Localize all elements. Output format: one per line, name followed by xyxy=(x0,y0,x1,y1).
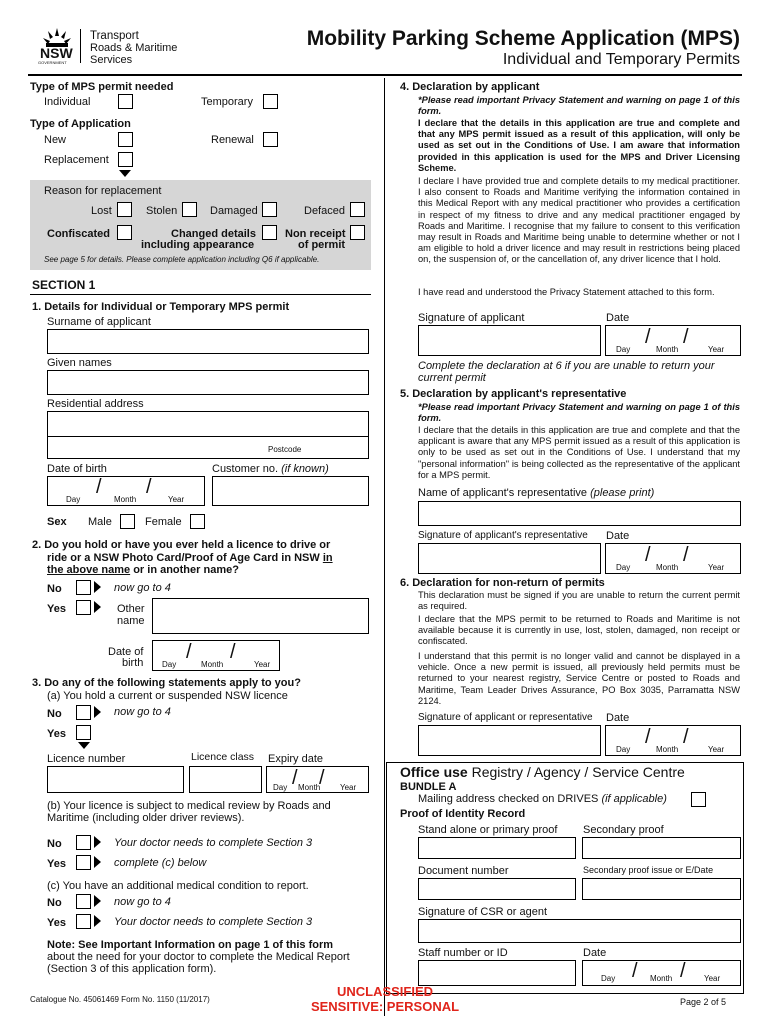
customer-no-text: Customer no. xyxy=(212,463,279,475)
q2-yes-label: Yes xyxy=(47,603,66,615)
non-receipt-label-2: of permit xyxy=(298,239,346,251)
other-name-label-1: Other xyxy=(117,603,145,615)
q2-line-2 xyxy=(47,552,333,564)
surname-field[interactable] xyxy=(47,329,369,354)
classification-line-1: UNCLASSIFIED xyxy=(336,984,434,999)
defaced-label: Defaced xyxy=(304,205,345,217)
office-year-label: Year xyxy=(704,974,721,983)
male-label: Male xyxy=(88,516,112,528)
confiscated-label: Confiscated xyxy=(47,228,110,240)
individual-label: Individual xyxy=(44,96,91,108)
rep-name-text: Name of applicant's representative xyxy=(418,487,588,499)
q2-in-text: in xyxy=(322,552,333,564)
sex-label: Sex xyxy=(47,516,67,528)
renewal-checkbox[interactable] xyxy=(263,132,278,147)
sig-app-or-rep-label: Signature of applicant or representative xyxy=(418,712,593,723)
q6-heading: 6. Declaration for non-return of permits xyxy=(400,577,605,589)
replacement-label: Replacement xyxy=(44,154,109,166)
new-label: New xyxy=(44,134,67,146)
q2-yes-checkbox[interactable] xyxy=(76,600,91,615)
licence-class-label: Licence class xyxy=(191,751,255,763)
dob2-label-1: Date of xyxy=(108,646,144,658)
section-1-heading: SECTION 1 xyxy=(32,278,96,292)
q4-date-label: Date xyxy=(606,312,630,324)
sig-applicant-field[interactable] xyxy=(418,325,601,356)
renewal-label: Renewal xyxy=(211,134,254,146)
q5-body: I declare that the details in this application are true and complete and that the applicant is aware that any MPS permit issued as a result of this application is only to be used as set out in the Conditions of Use. I understand that my "personal information" is being collected as the representative of the applicant for a MPS permit. xyxy=(418,425,740,480)
lost-label: Lost xyxy=(91,205,112,217)
if-known-text: (if known) xyxy=(281,463,329,475)
q3b-no-label: No xyxy=(47,838,62,850)
male-checkbox[interactable] xyxy=(120,514,135,529)
doc-number-field[interactable] xyxy=(418,878,576,900)
doc-number-label: Document number xyxy=(418,865,509,877)
q4-day-label: Day xyxy=(616,345,631,354)
dob2-year-label: Year xyxy=(254,660,271,669)
licence-number-field[interactable] xyxy=(47,766,184,793)
office-date-label: Date xyxy=(583,947,607,959)
complete-at-6-note: Complete the declaration at 6 if you are unable to return your current permit xyxy=(418,360,715,384)
secondary-label: Secondary proof xyxy=(583,824,664,836)
slash-glyph: / xyxy=(632,960,638,982)
rep-name-field[interactable] xyxy=(418,501,741,526)
q2-now-go-to-4: now go to 4 xyxy=(114,582,171,594)
q4-read: I have read and understood the Privacy Statement attached to this form. xyxy=(418,287,715,297)
q5-privacy-note: *Please read important Privacy Statement and warning on page 1 of this form. xyxy=(418,402,740,424)
arrow-right-icon xyxy=(94,915,101,927)
q3a-no-checkbox[interactable] xyxy=(76,705,91,720)
non-receipt-label-1: Non receipt xyxy=(285,228,346,240)
new-checkbox[interactable] xyxy=(118,132,133,147)
slash-glyph: / xyxy=(186,641,192,663)
agency-line-3: Services xyxy=(90,54,133,66)
individual-checkbox[interactable] xyxy=(118,94,133,109)
q6-year-label: Year xyxy=(708,745,725,754)
form-subtitle: Individual and Temporary Permits xyxy=(502,51,740,68)
other-name-field[interactable] xyxy=(152,598,369,634)
section-1-rule xyxy=(30,294,371,295)
expiry-month-label: Month xyxy=(298,783,321,792)
slash-glyph: / xyxy=(683,326,689,348)
replacement-checkbox[interactable] xyxy=(118,152,133,167)
q4-body: I declare I have provided true and complete details to my medical practitioner. I also consent to Roads and Maritime verifying the information contained in this Medical Report with any medical practitioner who provides a certification in respect of my fitness to drive and any medical practitioner engaged by Roads and Maritime. I recognise that my failure to consent to this verification may result in Roads and Maritime being unable to determine whether or not I am eligible to hold a driver licence and may result in restrictions being placed on, the suspension of, or the cancellation of, any driver licence that I hold. xyxy=(418,176,740,265)
arrow-right-icon xyxy=(94,601,101,613)
sig-csr-field[interactable] xyxy=(418,919,741,943)
slash-glyph: / xyxy=(683,544,689,566)
see-page-note: See page 5 for details. Please complete application including Q6 if applicable. xyxy=(44,255,320,264)
note-line-1: Note: See Important Information on page 1 of this form xyxy=(47,939,334,951)
arrow-down-icon xyxy=(78,742,90,749)
column-divider xyxy=(384,78,385,1016)
q4-year-label: Year xyxy=(708,345,725,354)
staff-number-label: Staff number or ID xyxy=(418,947,508,959)
slash-glyph: / xyxy=(230,641,236,663)
q3b-yes-label: Yes xyxy=(47,858,66,870)
licence-number-label: Licence number xyxy=(47,753,126,765)
address-divider xyxy=(47,436,369,437)
secondary-issue-label: Secondary proof issue or E/Date xyxy=(583,865,714,875)
non-receipt-checkbox[interactable] xyxy=(350,225,365,240)
given-names-label: Given names xyxy=(47,357,112,369)
q4-bold-declaration: I declare that the details in this application are true and complete and that any MPS permit issued as a result of this application, will only be used as set out in the Conditions of Use. I am aware that information provided in this application is used for the MPS and Driver Licensing Scheme. xyxy=(418,118,740,173)
slash-glyph: / xyxy=(146,476,152,498)
q2-no-label: No xyxy=(47,583,62,595)
office-use-text: Office use xyxy=(400,764,468,780)
q3b-yes-checkbox[interactable] xyxy=(76,855,91,870)
q1-heading: 1. Details for Individual or Temporary MPS permit xyxy=(32,301,290,313)
office-month-label: Month xyxy=(650,974,673,983)
licence-class-field[interactable] xyxy=(189,766,262,793)
application-type-heading: Type of Application xyxy=(30,118,131,130)
office-day-label: Day xyxy=(601,974,616,983)
q5-date-label: Date xyxy=(606,530,630,542)
dob2-label-2: birth xyxy=(122,657,144,669)
slash-glyph: / xyxy=(292,767,298,789)
damaged-label: Damaged xyxy=(210,205,258,217)
slash-glyph: / xyxy=(680,960,686,982)
q6-day-label: Day xyxy=(616,745,631,754)
rep-name-label xyxy=(418,487,654,499)
header-rule xyxy=(28,74,742,76)
residential-label: Residential address xyxy=(47,398,144,410)
q3a-no-label: No xyxy=(47,708,62,720)
mailing-checkbox[interactable] xyxy=(691,792,706,807)
q5-year-label: Year xyxy=(708,563,725,572)
arrow-right-icon xyxy=(94,706,101,718)
month-label: Month xyxy=(114,495,137,504)
dob2-month-label: Month xyxy=(201,660,224,669)
agency-line-1: Transport xyxy=(90,30,139,42)
q2-line-3b-text: or in another name? xyxy=(133,564,239,576)
secondary-field[interactable] xyxy=(582,837,741,859)
stand-alone-field[interactable] xyxy=(418,837,576,859)
q3b-yes-instruction: complete (c) below xyxy=(114,857,207,869)
other-name-label-2: name xyxy=(117,615,145,627)
q3a-yes-checkbox[interactable] xyxy=(76,725,91,740)
q4-month-label: Month xyxy=(656,345,679,354)
q2-line-3-text: the above name xyxy=(47,564,131,576)
q2-line-2-text: ride or a NSW Photo Card/Proof of Age Card in NSW xyxy=(47,552,320,564)
agency-line-2: Roads & Maritime xyxy=(90,42,178,54)
postcode-label: Postcode xyxy=(268,445,302,454)
arrow-right-icon xyxy=(94,581,101,593)
sig-applicant-label: Signature of applicant xyxy=(418,312,525,324)
female-checkbox[interactable] xyxy=(190,514,205,529)
surname-label: Surname of applicant xyxy=(47,316,151,328)
q3a-now-go-to-4: now go to 4 xyxy=(114,706,171,718)
slash-glyph: / xyxy=(645,326,651,348)
q3c-yes-checkbox[interactable] xyxy=(76,914,91,929)
office-use-heading xyxy=(400,765,685,780)
q3b-no-checkbox[interactable] xyxy=(76,835,91,850)
mailing-label xyxy=(418,793,667,805)
permit-type-heading: Type of MPS permit needed xyxy=(30,81,174,93)
q4-privacy-note: *Please read important Privacy Statement and warning on page 1 of this form. xyxy=(418,95,740,117)
temporary-label: Temporary xyxy=(201,96,253,108)
classification-line-2: SENSITIVE: PERSONAL xyxy=(310,999,460,1014)
expiry-year-label: Year xyxy=(340,783,357,792)
q6-body-1: This declaration must be signed if you are unable to return the current permit as required. xyxy=(418,590,740,612)
arrow-down-icon xyxy=(119,170,131,177)
bundle-label: BUNDLE A xyxy=(400,781,457,793)
please-print-text: (please print) xyxy=(590,487,655,499)
if-applicable-text: (if applicable) xyxy=(601,793,667,805)
q3c-yes-instruction: Your doctor needs to complete Section 3 xyxy=(114,916,313,928)
confiscated-checkbox[interactable] xyxy=(117,225,132,240)
q6-date-label: Date xyxy=(606,712,630,724)
dob-label: Date of birth xyxy=(47,463,107,475)
logo-text: NSW xyxy=(40,45,73,61)
q3c-now-go-to-4: now go to 4 xyxy=(114,896,171,908)
logo-divider xyxy=(80,29,81,63)
expiry-day-label: Day xyxy=(273,783,288,792)
q3a-yes-label: Yes xyxy=(47,728,66,740)
expiry-date-label: Expiry date xyxy=(268,753,324,765)
given-names-field[interactable] xyxy=(47,370,369,395)
changed-details-label-2: including appearance xyxy=(141,239,255,251)
office-use-rest: Registry / Agency / Service Centre xyxy=(471,764,685,780)
customer-no-field[interactable] xyxy=(212,476,369,506)
q3c-no-label: No xyxy=(47,897,62,909)
q3c-yes-label: Yes xyxy=(47,917,66,929)
residential-field[interactable] xyxy=(47,411,369,459)
arrow-right-icon xyxy=(94,856,101,868)
q3b-no-instruction: Your doctor needs to complete Section 3 xyxy=(114,837,313,849)
lost-checkbox[interactable] xyxy=(117,202,132,217)
stand-alone-label: Stand alone or primary proof xyxy=(418,824,558,836)
catalogue-number: Catalogue No. 45061469 Form No. 1150 (11/2017) xyxy=(30,995,210,1004)
q6-body-2: I declare that the MPS permit to be returned to Roads and Maritime is not available because it is currently in use, lost, stolen, damaged, non receipt or confiscated. xyxy=(418,614,740,647)
changed-details-checkbox[interactable] xyxy=(262,225,277,240)
secondary-issue-field[interactable] xyxy=(582,878,741,900)
q3c-no-checkbox[interactable] xyxy=(76,894,91,909)
q6-body-3: I understand that this permit is no longer valid and cannot be displayed in a vehicle. Once a new permit is issued, all previously held permits must be returned to your nearest registry, Service Centre or posted to Roads and Maritime, Team Leader Drives Assurance, PO Box 3035, Parramatta NSW 2124. xyxy=(418,651,740,706)
q4-heading: 4. Declaration by applicant xyxy=(400,81,540,93)
slash-glyph: / xyxy=(319,767,325,789)
slash-glyph: / xyxy=(683,726,689,748)
q5-month-label: Month xyxy=(656,563,679,572)
q6-month-label: Month xyxy=(656,745,679,754)
customer-no-label xyxy=(212,463,329,475)
dob2-day-label: Day xyxy=(162,660,177,669)
note-line-2: about the need for your doctor to complete the Medical Report xyxy=(47,951,350,963)
q3b-line-2: Maritime (including older driver reviews). xyxy=(47,812,245,824)
q2-line-3 xyxy=(47,564,239,576)
stolen-checkbox[interactable] xyxy=(182,202,197,217)
logo-sub: GOVERNMENT xyxy=(38,60,67,65)
slash-glyph: / xyxy=(645,726,651,748)
reason-heading: Reason for replacement xyxy=(44,185,162,197)
mailing-text: Mailing address checked on DRIVES xyxy=(418,793,599,805)
arrow-right-icon xyxy=(94,895,101,907)
q3a-label: (a) You hold a current or suspended NSW licence xyxy=(47,690,288,702)
sig-rep-field[interactable] xyxy=(418,543,601,574)
slash-glyph: / xyxy=(96,476,102,498)
sig-app-or-rep-field[interactable] xyxy=(418,725,601,756)
form-title: Mobility Parking Scheme Application (MPS) xyxy=(306,27,740,50)
q3b-line-1: (b) Your licence is subject to medical review by Roads and xyxy=(47,800,331,812)
q3-heading: 3. Do any of the following statements apply to you? xyxy=(32,677,301,689)
female-label: Female xyxy=(145,516,182,528)
defaced-checkbox[interactable] xyxy=(350,202,365,217)
q5-heading: 5. Declaration by applicant's representative xyxy=(400,388,627,400)
stolen-label: Stolen xyxy=(146,205,178,217)
year-label: Year xyxy=(168,495,185,504)
staff-number-field[interactable] xyxy=(418,960,576,986)
arrow-right-icon xyxy=(94,836,101,848)
damaged-checkbox[interactable] xyxy=(262,202,277,217)
changed-details-label-1: Changed details xyxy=(171,228,256,240)
q2-line-1: 2. Do you hold or have you ever held a licence to drive or xyxy=(32,539,331,551)
sig-csr-label: Signature of CSR or agent xyxy=(418,906,548,918)
slash-glyph: / xyxy=(645,544,651,566)
q2-no-checkbox[interactable] xyxy=(76,580,91,595)
sig-rep-label: Signature of applicant's representative xyxy=(418,530,588,541)
q5-day-label: Day xyxy=(616,563,631,572)
q3c-label: (c) You have an additional medical condition to report. xyxy=(47,880,309,892)
proof-heading: Proof of Identity Record xyxy=(400,808,526,820)
note-line-3: (Section 3 of this application form). xyxy=(47,963,217,975)
temporary-checkbox[interactable] xyxy=(263,94,278,109)
day-label: Day xyxy=(66,495,81,504)
page-number: Page 2 of 5 xyxy=(680,997,727,1007)
